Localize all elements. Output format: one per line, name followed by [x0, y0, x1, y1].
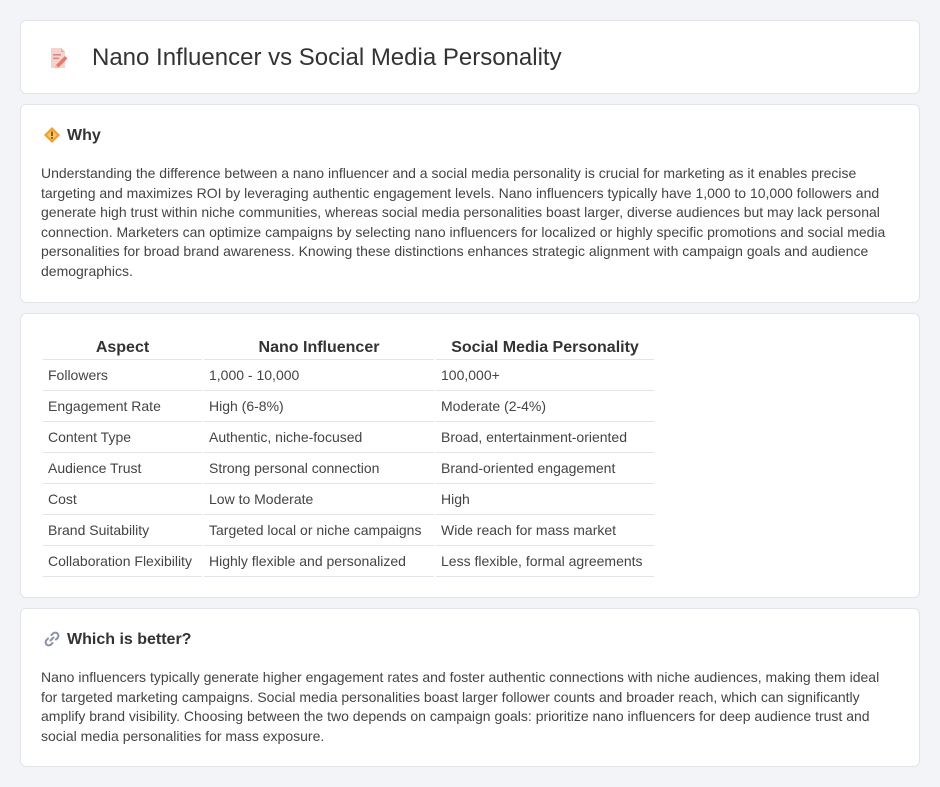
table-cell: Content Type — [43, 422, 202, 453]
table-cell: Moderate (2-4%) — [436, 391, 654, 422]
table-cell: 100,000+ — [436, 360, 654, 391]
table-row — [43, 546, 654, 577]
table-row — [43, 422, 654, 453]
table-row — [43, 391, 654, 422]
table-cell: Low to Moderate — [204, 484, 434, 515]
title-card — [20, 20, 920, 94]
page-title: Nano Influencer vs Social Media Personality — [92, 44, 562, 71]
comparison-section — [20, 313, 920, 598]
table-cell: Less flexible, formal agreements — [436, 546, 654, 577]
table-row — [43, 360, 654, 391]
table-cell: High — [436, 484, 654, 515]
table-cell: Brand-oriented engagement — [436, 453, 654, 484]
table-cell: Strong personal connection — [204, 453, 434, 484]
table-cell: Followers — [43, 360, 202, 391]
table-cell: 1,000 - 10,000 — [204, 360, 434, 391]
why-section — [20, 104, 920, 303]
better-heading: Which is better? — [67, 631, 192, 648]
table-cell: Highly flexible and personalized — [204, 546, 434, 577]
table-cell: Targeted local or niche campaigns — [204, 515, 434, 546]
table-cell: Audience Trust — [43, 453, 202, 484]
table-cell: Authentic, niche-focused — [204, 422, 434, 453]
table-header-row — [43, 334, 654, 360]
table-row — [43, 484, 654, 515]
table-cell: Wide reach for mass market — [436, 515, 654, 546]
table-row — [43, 515, 654, 546]
table-cell: Brand Suitability — [43, 515, 202, 546]
table-cell: Cost — [43, 484, 202, 515]
table-cell: Broad, entertainment-oriented — [436, 422, 654, 453]
table-cell: Engagement Rate — [43, 391, 202, 422]
why-heading: Why — [67, 127, 101, 144]
diamond-warning-icon — [43, 126, 61, 144]
why-body: Understanding the difference between a nano influencer and a social media personality is crucial for marketing as it enables precise targeting and maximizes ROI by leveraging authentic engagement levels. Nano influencers typically have 1,000 to 10,000 followers and generate high trust within niche communities, whereas social media personalities boast larger, diverse audiences but may lack personal connection. Marketers can optimize campaigns by selecting nano influencers for localized or highly specific promotions and social media personalities for broad brand awareness. Knowing these distinctions enhances strategic alignment with campaign goals and audience demographics. — [41, 165, 886, 279]
document-pencil-icon — [47, 46, 71, 70]
column-header: Aspect — [43, 334, 202, 360]
table-row — [43, 453, 654, 484]
table-cell: Collaboration Flexibility — [43, 546, 202, 577]
better-section — [20, 608, 920, 767]
table-cell: High (6-8%) — [204, 391, 434, 422]
better-body: Nano influencers typically generate higher engagement rates and foster authentic connections with niche audiences, making them ideal for targeted marketing campaigns. Social media personalities boast larger follower counts and broader reach, which can significantly amplify brand visibility. Choosing between the two depends on campaign goals: prioritize nano influencers for deep audience trust and social media personalities for mass exposure. — [41, 669, 880, 744]
column-header: Nano Influencer — [204, 334, 434, 360]
column-header: Social Media Personality — [436, 334, 654, 360]
link-icon — [43, 630, 61, 648]
comparison-table — [41, 334, 656, 577]
